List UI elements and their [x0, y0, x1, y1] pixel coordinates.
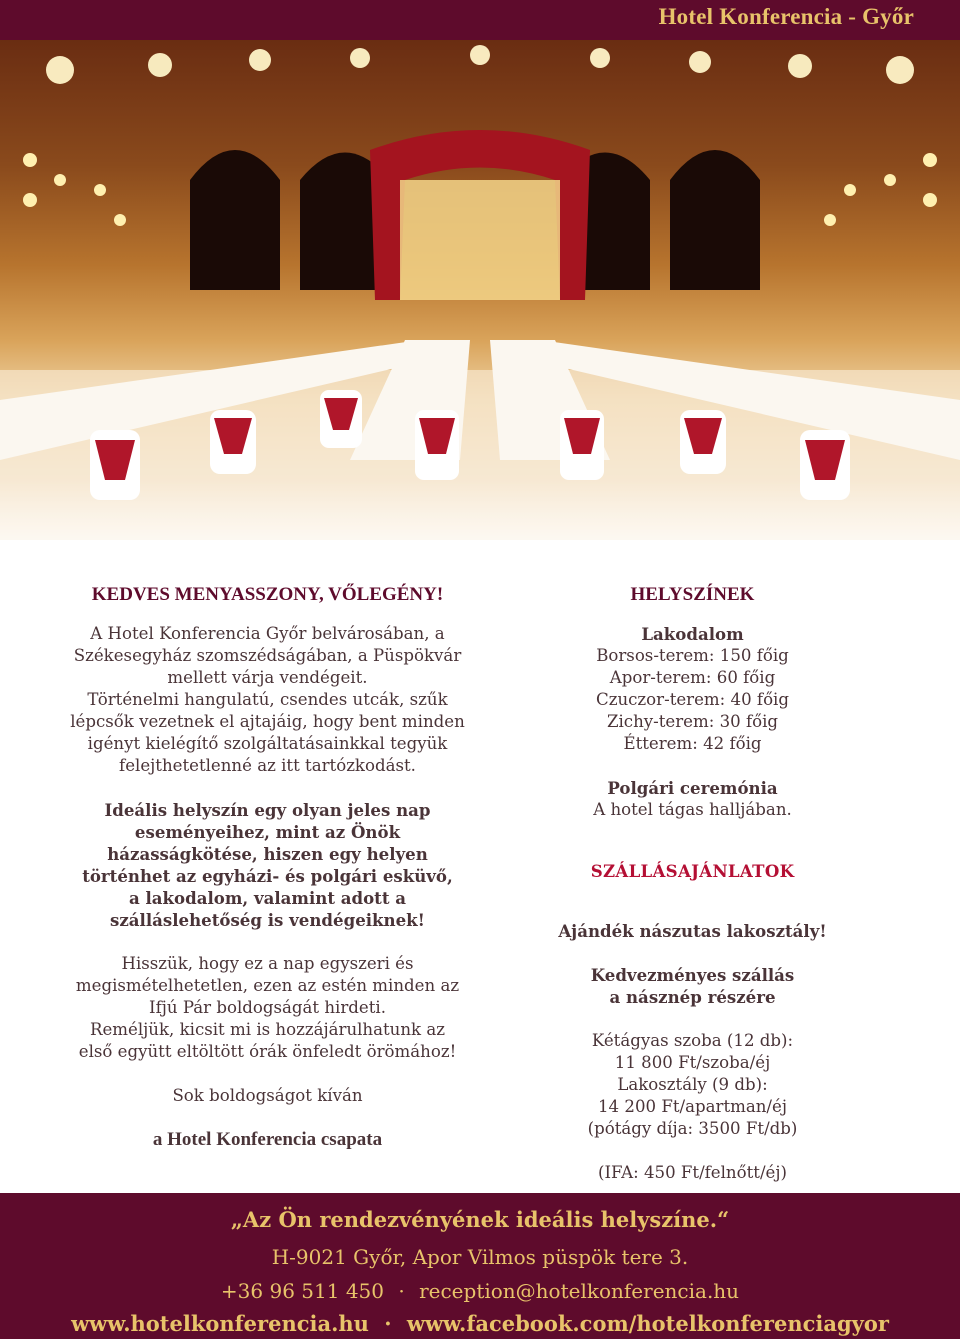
venue-item: Zichy-terem: 30 főig: [606, 712, 779, 731]
venue-item: Étterem: 42 főig: [623, 734, 762, 753]
intro-paragraph: [40, 623, 495, 777]
facebook-link[interactable]: www.facebook.com/hotelkonferenciagyor: [406, 1311, 889, 1336]
top-bar: [0, 0, 960, 40]
venues-column: [515, 584, 870, 1184]
accommodation-heading: SZÁLLÁSAJÁNLATOK: [590, 860, 795, 881]
bold-line: a lakodalom, valamint adott a: [128, 888, 407, 908]
intro-line: lépcsők vezetnek el ajtajáig, hogy bent minden: [70, 712, 465, 731]
bold-line: házasságkötése, hiszen egy helyen: [107, 844, 428, 864]
belief-paragraph: [40, 953, 495, 1063]
hotel-name: Hotel Konferencia - Győr: [658, 4, 914, 29]
intro-line: Székesegyház szomszédságában, a Püspökvár: [73, 646, 462, 665]
ceremony-text: A hotel tágas halljában.: [593, 800, 792, 819]
bold-line: Ideális helyszín egy olyan jeles nap: [104, 800, 431, 820]
welcome-column: [40, 584, 495, 1170]
website-link[interactable]: www.hotelkonferencia.hu: [71, 1311, 369, 1336]
intro-line: A Hotel Konferencia Győr belvárosában, a: [90, 624, 445, 643]
venue-item: Apor-terem: 60 főig: [609, 668, 776, 687]
hero-fade: [0, 480, 960, 540]
hero-photo: [0, 40, 960, 540]
belief-line: első együtt eltöltött órák önfeledt örömához!: [78, 1042, 457, 1061]
wish-text: Sok boldogságot kíván: [172, 1086, 363, 1105]
bold-line: történhet az egyházi- és polgári esküvő,: [82, 866, 453, 886]
venues-heading: HELYSZÍNEK: [630, 584, 755, 605]
banquet-hall-illustration: [0, 40, 960, 540]
venue-item: Borsos-terem: 150 főig: [596, 646, 789, 665]
price-line: Lakosztály (9 db):: [617, 1075, 768, 1095]
belief-line: Reméljük, kicsit mi is hozzájárulhatunk az: [89, 1020, 446, 1039]
belief-line: Hisszük, hogy ez a nap egyszeri és: [121, 954, 414, 973]
reception-title: Lakodalom: [641, 624, 744, 644]
bold-line: eseményeihez, mint az Önök: [134, 822, 401, 842]
belief-line: Ifjú Pár boldogságát hirdeti.: [149, 998, 386, 1017]
price-line: 14 200 Ft/apartman/éj: [598, 1097, 787, 1117]
email-link[interactable]: reception@hotelkonferencia.hu: [419, 1279, 740, 1303]
discount-title-line: Kedvezményes szállás: [590, 965, 795, 986]
price-line: Kétágyas szoba (12 db):: [591, 1031, 794, 1051]
intro-line: felejthetetlenné az itt tartózkodást.: [119, 756, 416, 775]
price-line: 11 800 Ft/szoba/éj: [614, 1053, 771, 1073]
intro-line: mellett várja vendégeit.: [167, 668, 368, 687]
separator-dot: ·: [398, 1279, 405, 1303]
discount-title-line: a násznép részére: [609, 987, 776, 1008]
footer-address: H-9021 Győr, Apor Vilmos püspök tere 3.: [271, 1245, 689, 1269]
honeymoon-gift: Ajándék nászutas lakosztály!: [558, 921, 827, 942]
footer-slogan: „Az Ön rendezvényének ideális helyszíne.“: [230, 1207, 730, 1232]
separator-dot: ·: [384, 1311, 392, 1336]
footer-contact: [0, 1279, 960, 1303]
ideal-venue-paragraph: [40, 799, 495, 931]
tax-note: (IFA: 450 Ft/felnőtt/éj): [598, 1163, 787, 1183]
welcome-heading: KEDVES MENYASSZONY, VŐLEGÉNY!: [91, 584, 444, 605]
price-line: (pótágy díja: 3500 Ft/db): [587, 1119, 798, 1139]
venue-item: Czuczor-terem: 40 főig: [596, 690, 789, 709]
intro-line: igényt kielégítő szolgáltatásainkkal tegyük: [87, 734, 448, 753]
bold-line: szálláslehetőség is vendégeiknek!: [110, 910, 425, 930]
intro-line: Történelmi hangulatú, csendes utcák, szűk: [87, 690, 448, 709]
belief-line: megismételhetetlen, ezen az estén minden az: [75, 976, 460, 995]
phone-number[interactable]: +36 96 511 450: [220, 1279, 384, 1303]
signature: a Hotel Konferencia csapata: [152, 1129, 383, 1150]
footer-web: [0, 1311, 960, 1336]
ceremony-title: Polgári ceremónia: [607, 778, 778, 798]
footer: [0, 1193, 960, 1339]
